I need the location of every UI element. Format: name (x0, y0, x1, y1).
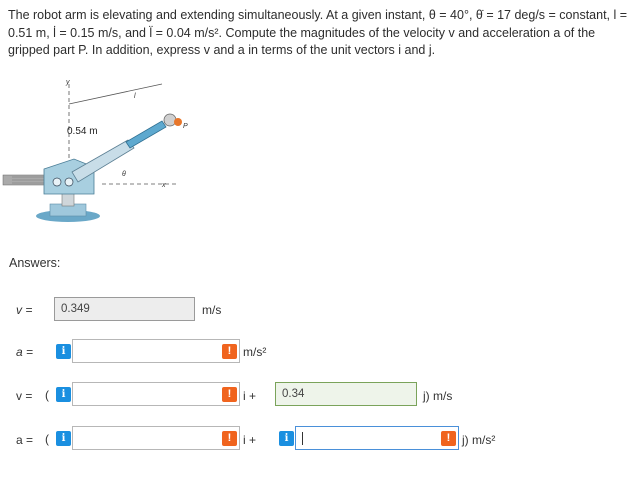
v-vector-open-paren: ( (45, 388, 49, 402)
p-label: P (183, 123, 188, 130)
info-icon[interactable]: i (56, 344, 71, 359)
a-magnitude-field[interactable] (72, 339, 240, 363)
text-cursor (302, 432, 303, 445)
y-axis-label: y (66, 79, 70, 86)
a-vector-i-unit: i + (243, 433, 257, 447)
info-icon[interactable]: i (279, 431, 294, 446)
a-vector-open-paren: ( (45, 432, 49, 446)
problem-statement (8, 7, 628, 60)
warning-icon[interactable]: ! (222, 387, 237, 402)
v-magnitude-label: v = (16, 303, 33, 317)
v-magnitude-unit: m/s (202, 303, 222, 317)
dimension-line (69, 84, 162, 104)
theta-label: θ (122, 171, 126, 178)
a-magnitude-unit: m/s² (243, 345, 267, 359)
a-vector-j-unit: j) m/s² (462, 433, 496, 447)
v-magnitude-field[interactable]: 0.349 (54, 297, 195, 321)
gripper (164, 114, 176, 126)
a-vector-i-field[interactable] (72, 426, 240, 450)
v-vector-i-unit: i + (243, 389, 257, 403)
warning-icon[interactable]: ! (222, 431, 237, 446)
v-vector-label: v = (16, 389, 33, 403)
x-axis-label: x (162, 182, 166, 189)
a-vector-j-field[interactable] (295, 426, 459, 450)
a-magnitude-label: a = (16, 345, 34, 359)
v-vector-i-field[interactable] (72, 382, 240, 406)
robot-arm-figure (2, 76, 207, 226)
l-label: l (134, 93, 136, 100)
dimension-label: 0.54 m (67, 126, 98, 137)
v-vector-j-field[interactable]: 0.34 (275, 382, 417, 406)
problem-line-1: The robot arm is elevating and extending simultaneously. At a given instant, θ = 40°, θ̇ = 17 deg/s = constant, l = (8, 8, 628, 22)
info-icon[interactable]: i (56, 387, 71, 402)
warning-icon[interactable]: ! (222, 344, 237, 359)
v-vector-j-unit: j) m/s (423, 389, 453, 403)
arm-extension (126, 121, 166, 148)
answers-heading: Answers: (9, 256, 61, 270)
info-icon[interactable]: i (56, 431, 71, 446)
warning-icon[interactable]: ! (441, 431, 456, 446)
problem-line-2: 0.51 m, l̇ = 0.15 m/s, and l̈ = 0.04 m/s². Compute the magnitudes of the velocity v and acceleration a of the (8, 25, 596, 40)
a-vector-label: a = (16, 433, 34, 447)
part-p (174, 118, 182, 126)
problem-line-3: gripped part P. In addition, express v and a in terms of the unit vectors i and j. (8, 43, 436, 57)
